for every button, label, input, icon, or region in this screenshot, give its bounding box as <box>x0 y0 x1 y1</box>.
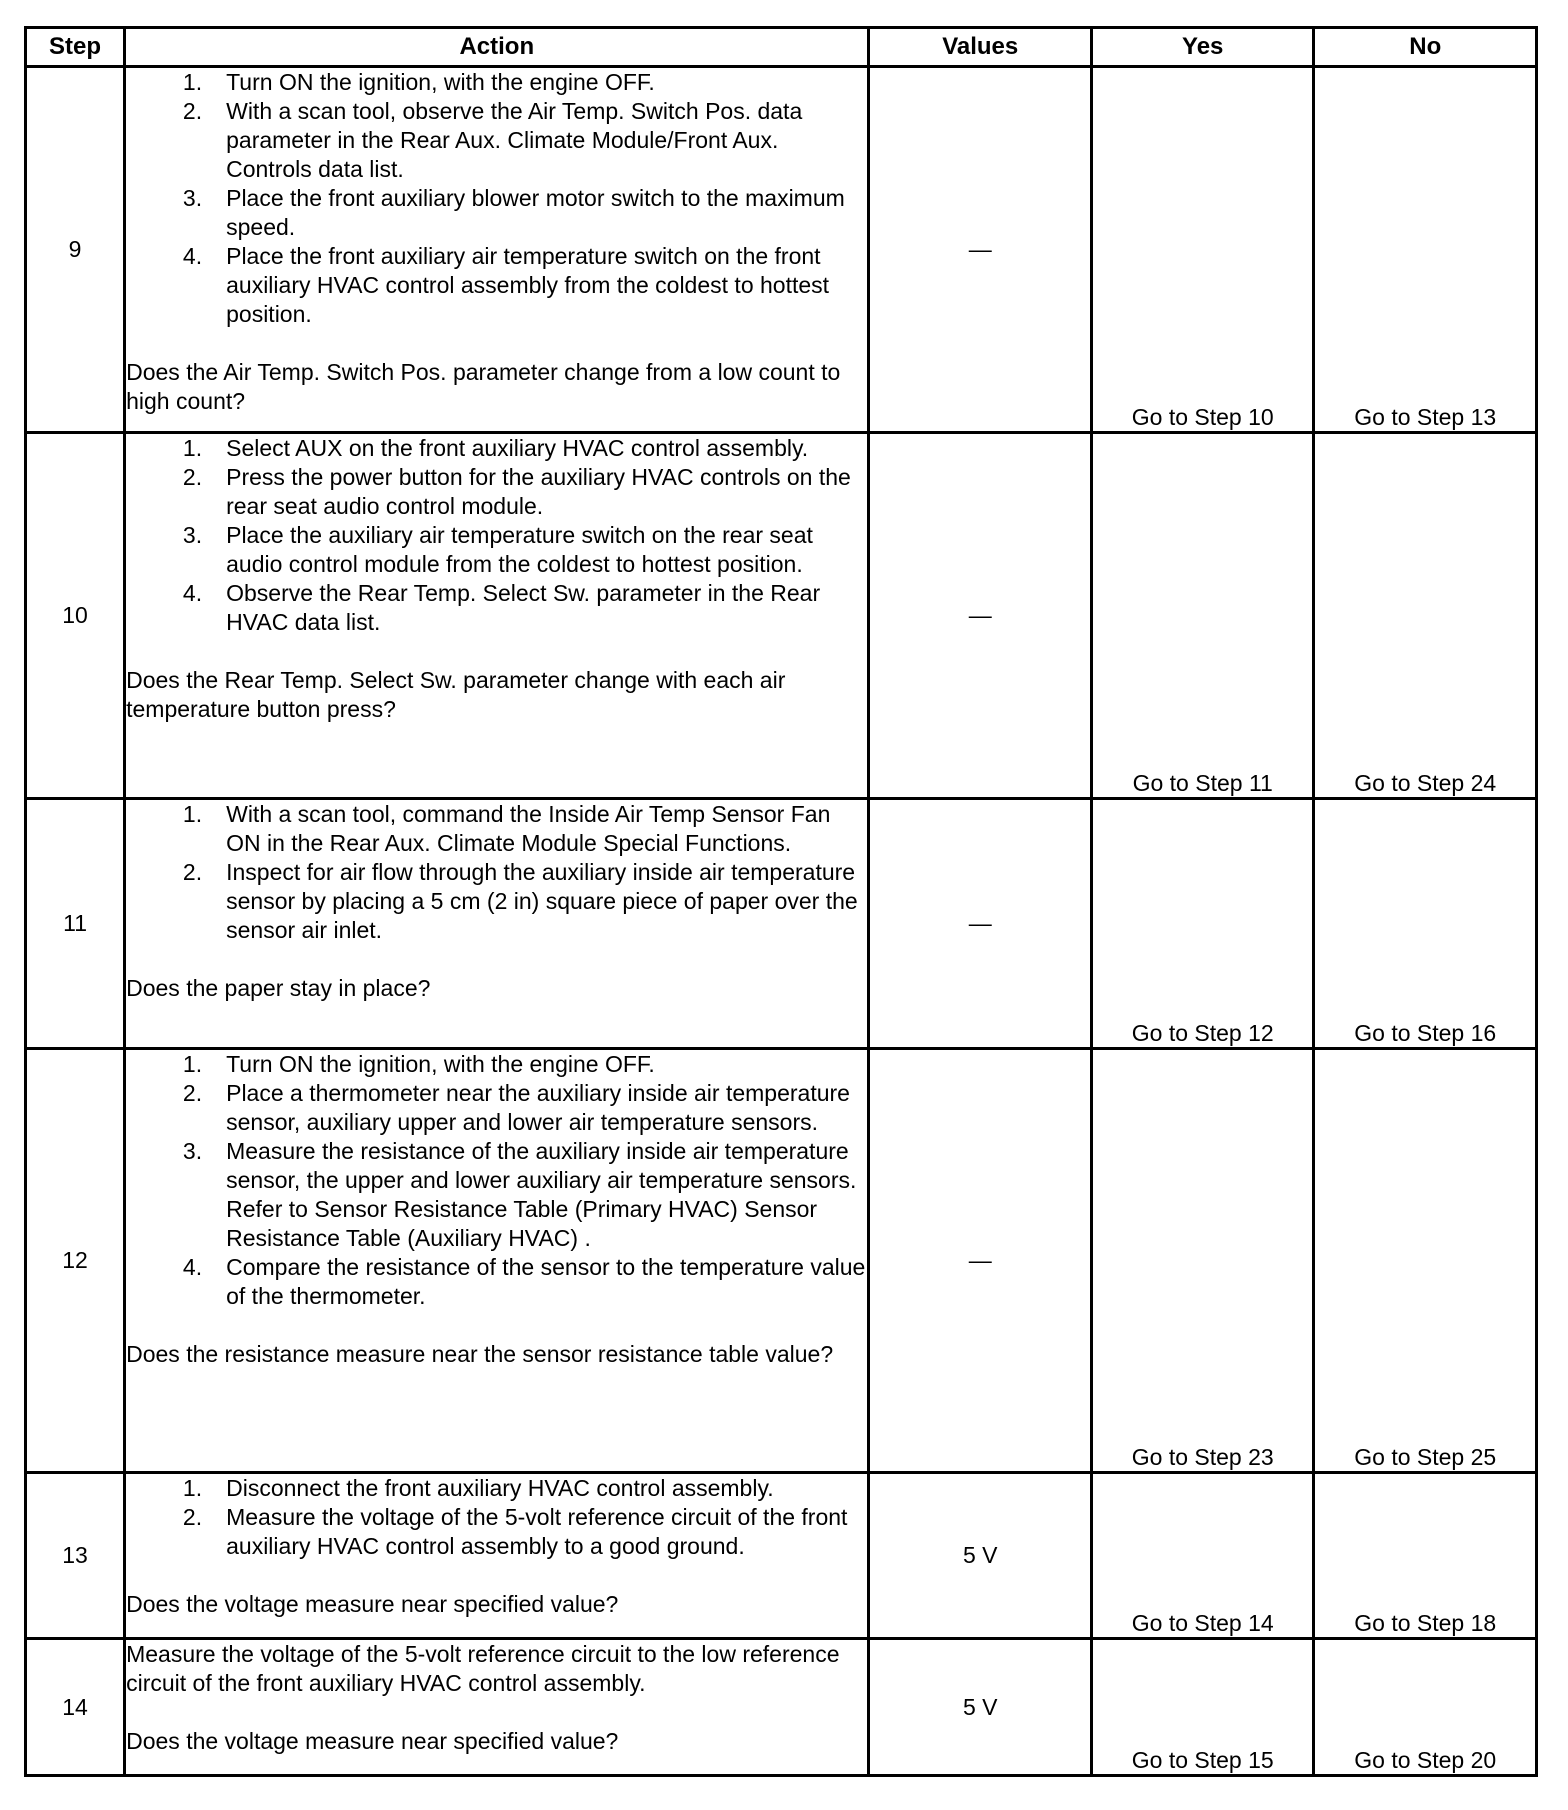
action-steps <box>126 1474 867 1561</box>
table-row <box>26 67 1537 433</box>
table-row <box>26 1639 1537 1776</box>
action-steps <box>126 800 867 945</box>
header-values: Values <box>869 28 1092 67</box>
action-steps <box>126 1050 867 1311</box>
action-cell <box>125 433 869 799</box>
yes-cell: Go to Step 11 <box>1091 433 1314 799</box>
action-question: Does the resistance measure near the sensor resistance table value? <box>126 1341 834 1367</box>
step-number: 11 <box>26 799 125 1049</box>
value-cell: — <box>869 433 1092 799</box>
action-step: Observe the Rear Temp. Select Sw. parameter in the Rear HVAC data list. <box>226 580 821 635</box>
action-step: Place the front auxiliary air temperature switch on the front auxiliary HVAC control assembly from the coldest to hottest position. <box>226 243 830 327</box>
action-steps <box>126 68 867 329</box>
header-yes: Yes <box>1091 28 1314 67</box>
value-cell: — <box>869 799 1092 1049</box>
action-cell <box>125 1049 869 1473</box>
value-cell: 5 V <box>869 1473 1092 1639</box>
step-number: 12 <box>26 1049 125 1473</box>
step-number: 9 <box>26 67 125 433</box>
yes-cell: Go to Step 12 <box>1091 799 1314 1049</box>
action-question: Does the voltage measure near specified value? <box>126 1728 619 1754</box>
value-cell: — <box>869 1049 1092 1473</box>
header-step: Step <box>26 28 125 67</box>
action-step: Place a thermometer near the auxiliary inside air temperature sensor, auxiliary upper and lower air temperature sensors. <box>226 1080 850 1135</box>
action-question: Does the voltage measure near specified value? <box>126 1591 619 1617</box>
table-row <box>26 799 1537 1049</box>
table-row <box>26 433 1537 799</box>
no-cell: Go to Step 16 <box>1314 799 1537 1049</box>
action-steps <box>126 434 867 637</box>
action-step: Select AUX on the front auxiliary HVAC control assembly. <box>226 435 809 461</box>
no-cell: Go to Step 13 <box>1314 67 1537 433</box>
action-text: Measure the voltage of the 5-volt reference circuit to the low reference circuit of the front auxiliary HVAC control assembly. <box>126 1641 840 1696</box>
action-step: Turn ON the ignition, with the engine OFF. <box>226 1051 655 1077</box>
diagnostic-table <box>24 26 1538 1777</box>
action-step: Measure the voltage of the 5-volt reference circuit of the front auxiliary HVAC control assembly to a good ground. <box>226 1504 848 1559</box>
step-number: 13 <box>26 1473 125 1639</box>
value-cell: 5 V <box>869 1639 1092 1776</box>
action-step: Turn ON the ignition, with the engine OFF. <box>226 69 655 95</box>
action-cell <box>125 799 869 1049</box>
action-question: Does the paper stay in place? <box>126 975 431 1001</box>
action-cell <box>125 1639 869 1776</box>
action-cell <box>125 1473 869 1639</box>
action-step: With a scan tool, command the Inside Air Temp Sensor Fan ON in the Rear Aux. Climate Module Special Functions. <box>226 801 831 856</box>
action-step: Inspect for air flow through the auxiliary inside air temperature sensor by placing a 5 cm (2 in) square piece of paper over the sensor air inlet. <box>226 859 858 943</box>
step-number: 10 <box>26 433 125 799</box>
action-cell <box>125 67 869 433</box>
no-cell: Go to Step 18 <box>1314 1473 1537 1639</box>
action-step: Compare the resistance of the sensor to the temperature value of the thermometer. <box>226 1254 866 1309</box>
header-action: Action <box>125 28 869 67</box>
header-no: No <box>1314 28 1537 67</box>
action-step: Press the power button for the auxiliary HVAC controls on the rear seat audio control module. <box>226 464 851 519</box>
yes-cell: Go to Step 23 <box>1091 1049 1314 1473</box>
action-step: Place the front auxiliary blower motor switch to the maximum speed. <box>226 185 845 240</box>
no-cell: Go to Step 20 <box>1314 1639 1537 1776</box>
action-step: Place the auxiliary air temperature switch on the rear seat audio control module from the coldest to hottest position. <box>226 522 813 577</box>
action-step: Disconnect the front auxiliary HVAC control assembly. <box>226 1475 774 1501</box>
header-row <box>26 28 1537 67</box>
step-number: 14 <box>26 1639 125 1776</box>
action-step: With a scan tool, observe the Air Temp. Switch Pos. data parameter in the Rear Aux. Climate Module/Front Aux. Controls data list. <box>226 98 803 182</box>
action-question: Does the Rear Temp. Select Sw. parameter change with each air temperature button press? <box>126 667 786 722</box>
action-question: Does the Air Temp. Switch Pos. parameter change from a low count to high count? <box>126 359 841 414</box>
yes-cell: Go to Step 14 <box>1091 1473 1314 1639</box>
table-row <box>26 1049 1537 1473</box>
no-cell: Go to Step 25 <box>1314 1049 1537 1473</box>
table-row <box>26 1473 1537 1639</box>
action-step: Measure the resistance of the auxiliary inside air temperature sensor, the upper and lower auxiliary air temperature sensors. Refer to Sensor Resistance Table (Primary HVAC) Sensor Resistance Table (Auxiliary HVAC) . <box>226 1138 857 1251</box>
yes-cell: Go to Step 10 <box>1091 67 1314 433</box>
yes-cell: Go to Step 15 <box>1091 1639 1314 1776</box>
value-cell: — <box>869 67 1092 433</box>
no-cell: Go to Step 24 <box>1314 433 1537 799</box>
